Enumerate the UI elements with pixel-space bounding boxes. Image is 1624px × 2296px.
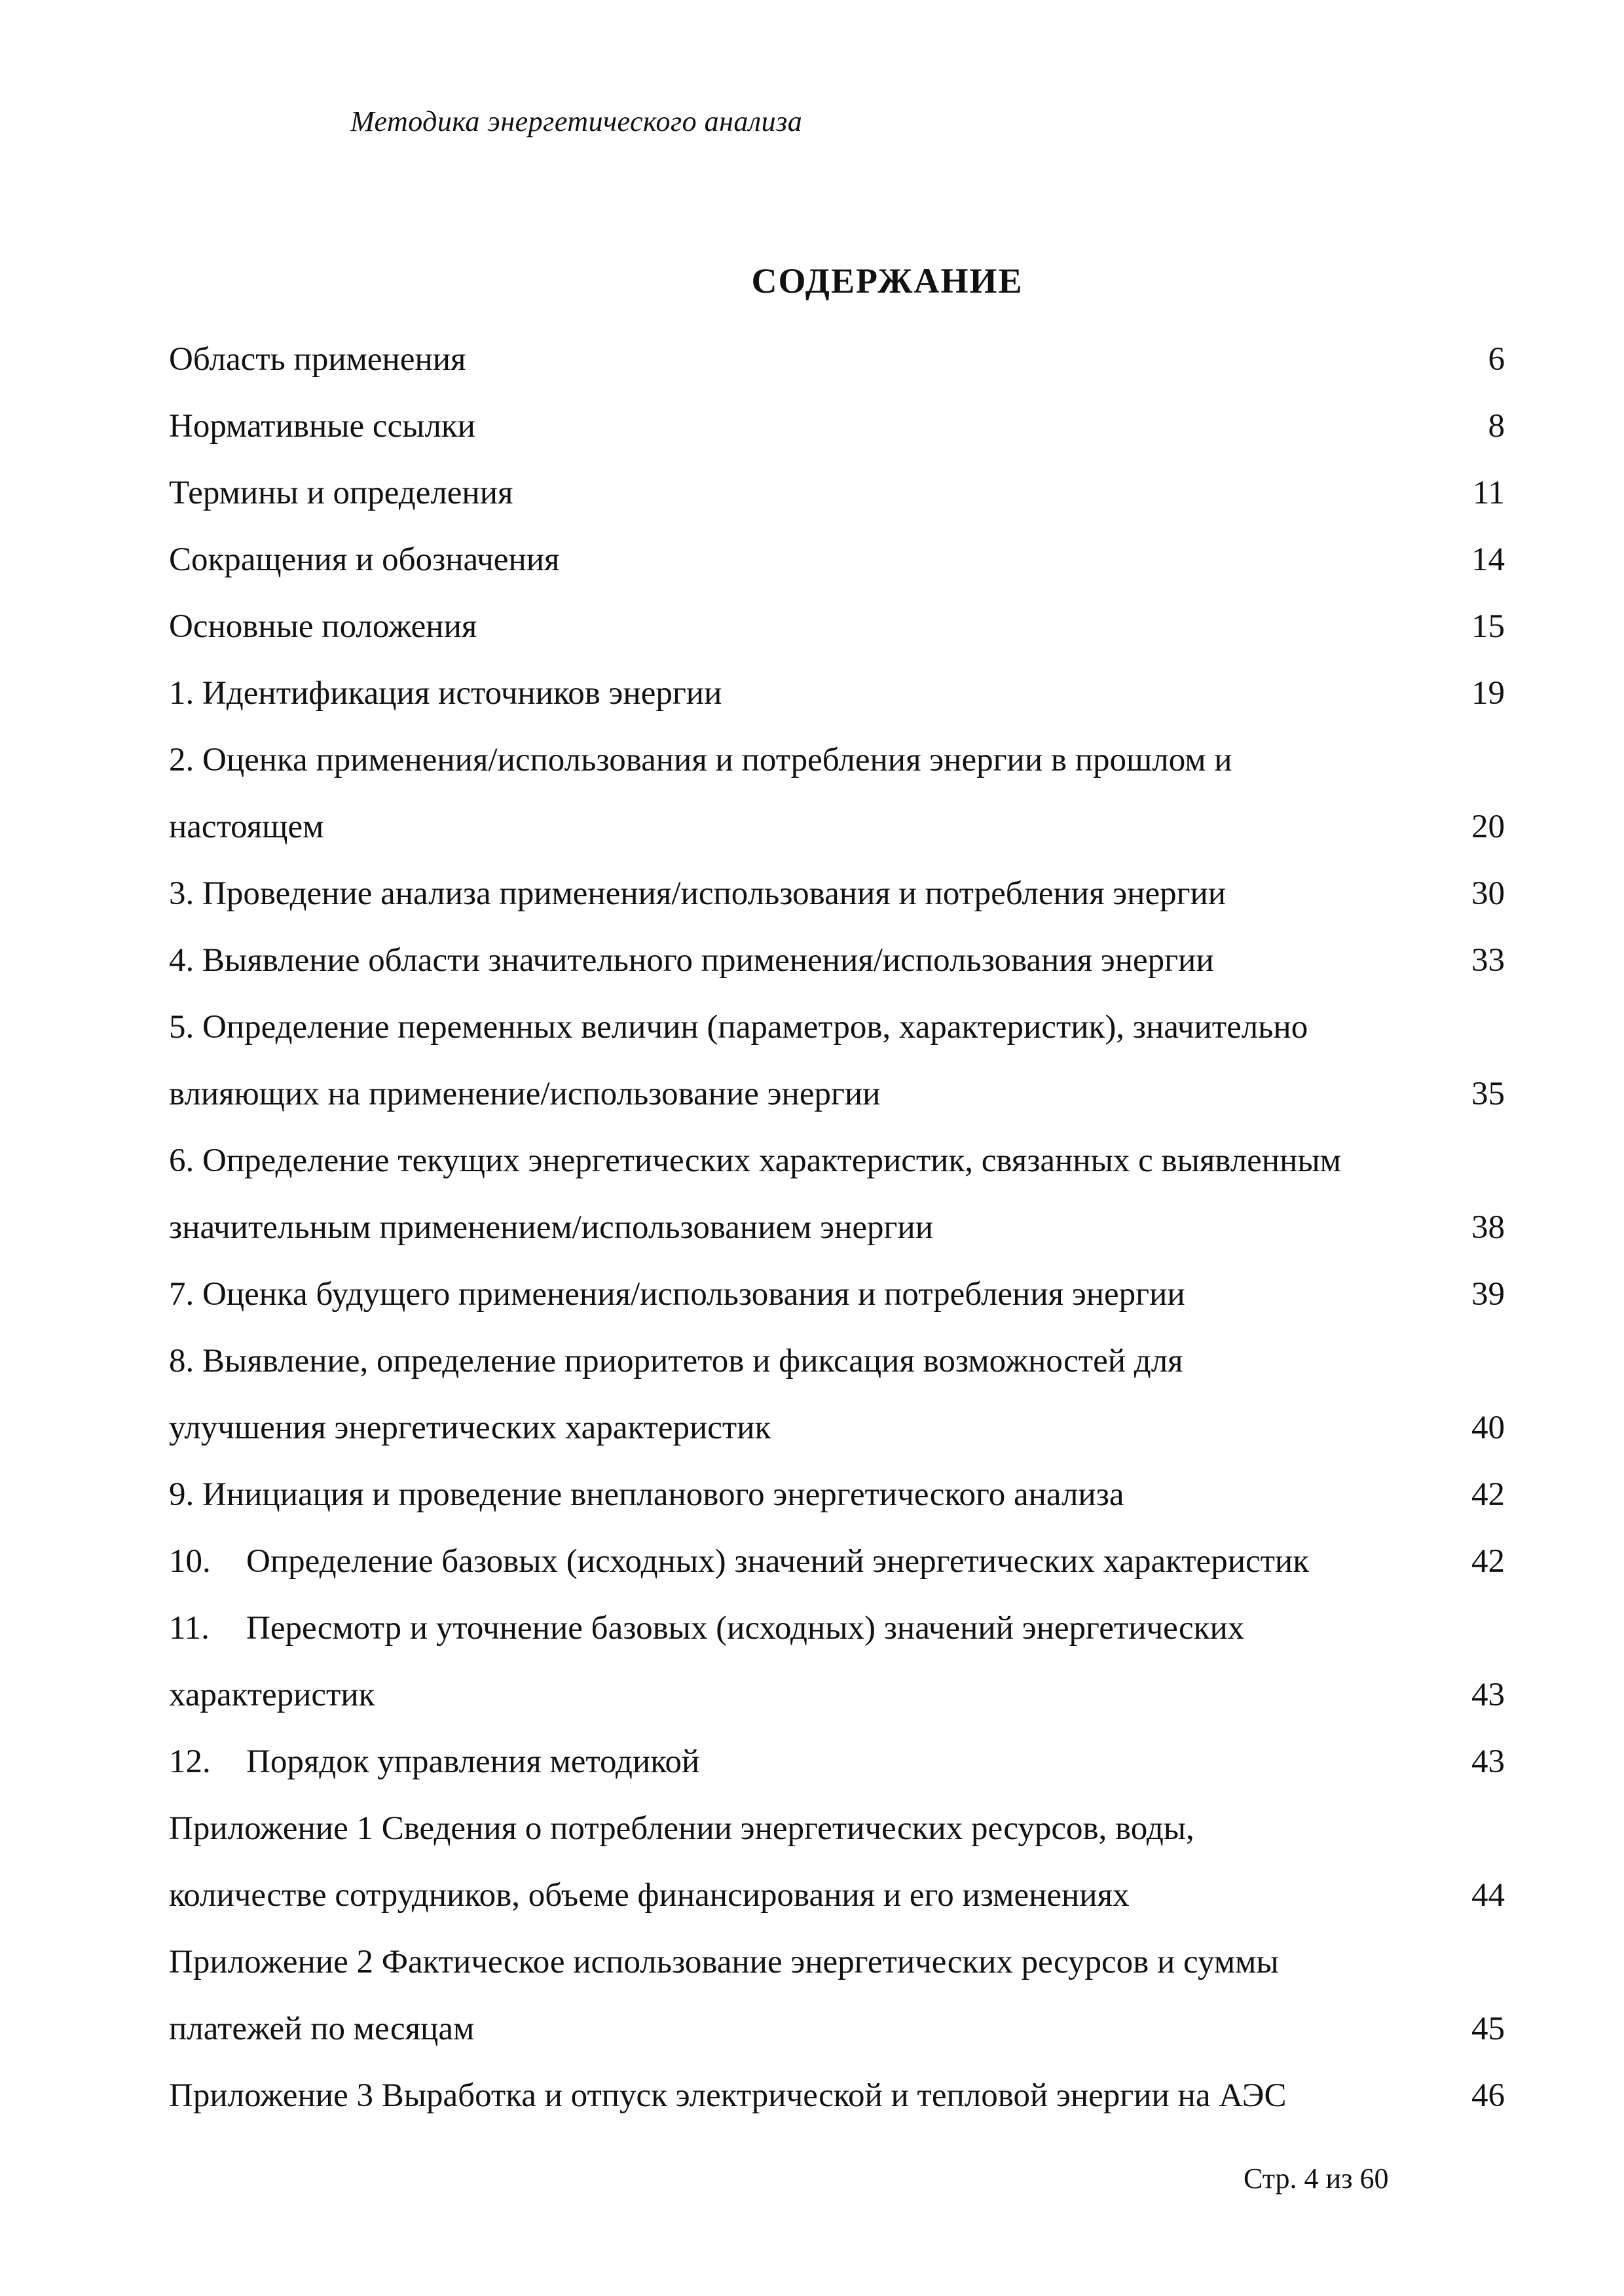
toc-entry[interactable] — [169, 927, 1505, 994]
dot-leader — [515, 465, 1469, 505]
toc-entry[interactable] — [169, 860, 1505, 927]
dot-leader — [479, 598, 1469, 638]
toc-page-number: 38 — [1471, 1209, 1505, 1246]
toc-page-number: 45 — [1471, 2011, 1505, 2047]
toc-entry[interactable] — [169, 660, 1505, 727]
dot-leader — [377, 1667, 1469, 1707]
toc-page-number: 40 — [1471, 1410, 1505, 1446]
running-header: Методика энергетического анализа — [350, 105, 803, 137]
dot-leader — [469, 331, 1486, 371]
toc-entry[interactable] — [169, 1127, 1505, 1261]
toc-entry-title: Нормативные ссылки — [169, 408, 475, 445]
toc-entry[interactable] — [169, 1728, 1505, 1795]
toc-entry[interactable] — [169, 1461, 1505, 1528]
toc-entry[interactable] — [169, 1261, 1505, 1328]
toc-entry-title-continued: улучшения энергетических характеристик — [169, 1410, 771, 1446]
toc-entry-title: 7. Оценка будущего применения/использования и потребления энергии — [169, 1276, 1185, 1313]
dot-leader — [724, 665, 1469, 705]
toc-entry[interactable] — [169, 460, 1505, 526]
dot-leader — [1289, 2068, 1469, 2107]
toc-entry-title: Основные положения — [169, 608, 477, 645]
toc-page-number: 30 — [1471, 875, 1505, 912]
toc-page-number: 11 — [1472, 475, 1505, 511]
dot-leader — [883, 1066, 1469, 1106]
toc-page-number: 14 — [1471, 541, 1505, 578]
toc-entry-title: Приложение 1 Сведения о потреблении энергетических ресурсов, воды, — [169, 1810, 1194, 1847]
toc-page-number: 33 — [1471, 942, 1505, 979]
toc-entry-number: 12. — [169, 1743, 211, 1780]
toc-page-number: 39 — [1471, 1276, 1505, 1313]
dot-leader — [478, 398, 1486, 438]
page-number-footer: Стр. 4 из 60 — [1244, 2162, 1389, 2195]
toc-entry[interactable] — [169, 526, 1505, 593]
dot-leader — [1228, 866, 1469, 905]
toc-entry-title: 4. Выявление области значительного применения/использования энергии — [169, 942, 1214, 979]
toc-entry-title: 9. Инициация и проведение внепланового энергетического анализа — [169, 1476, 1124, 1513]
toc-entry-title: Пересмотр и уточнение базовых (исходных) значений энергетических — [246, 1610, 1245, 1647]
dot-leader — [936, 1199, 1469, 1239]
toc-entry[interactable] — [169, 1595, 1505, 1728]
toc-entry-title: 1. Идентификация источников энергии — [169, 675, 722, 712]
toc-page-number: 15 — [1471, 608, 1505, 645]
toc-entry-title-continued: влияющих на применение/использование энергии — [169, 1076, 881, 1112]
toc-entry-number: 10. — [169, 1543, 211, 1580]
toc-entry-title: Термины и определения — [169, 475, 513, 511]
dot-leader — [1132, 1867, 1469, 1907]
toc-entry-title: Область применения — [169, 341, 466, 378]
toc-entry[interactable] — [169, 1795, 1505, 1929]
dot-leader — [477, 2001, 1469, 2041]
toc-entry-title: 3. Проведение анализа применения/использования и потребления энергии — [169, 875, 1227, 912]
toc-page-number: 43 — [1471, 1677, 1505, 1713]
toc-entry-title: Определение базовых (исходных) значений энергетических характеристик — [246, 1543, 1309, 1580]
dot-leader — [702, 1734, 1469, 1774]
toc-page-number: 42 — [1471, 1543, 1505, 1580]
toc-entry-title-continued: значительным применением/использованием энергии — [169, 1209, 933, 1246]
page-title: СОДЕРЖАНИЕ — [751, 261, 1024, 301]
toc-entry-title: Порядок управления методикой — [246, 1743, 700, 1780]
toc-entry-title-continued: характеристик — [169, 1677, 375, 1713]
toc-entry-title-continued: настоящем — [169, 809, 324, 845]
toc-entry[interactable] — [169, 1929, 1505, 2062]
toc-page-number: 42 — [1471, 1476, 1505, 1513]
toc-entry-title: 6. Определение текущих энергетических характеристик, связанных с выявленным — [169, 1142, 1341, 1179]
toc-page-number: 35 — [1471, 1076, 1505, 1112]
toc-entry-title-continued: количестве сотрудников, объеме финансирования и его изменениях — [169, 1877, 1130, 1914]
toc-entry-number: 11. — [169, 1610, 210, 1647]
toc-entry[interactable] — [169, 393, 1505, 460]
toc-entry[interactable] — [169, 593, 1505, 660]
dot-leader — [773, 1400, 1469, 1440]
toc-entry-title: Приложение 2 Фактическое использование энергетических ресурсов и суммы — [169, 1944, 1279, 1980]
toc-entry[interactable] — [169, 326, 1505, 393]
toc-page-number: 20 — [1471, 809, 1505, 845]
toc-entry[interactable] — [169, 2062, 1505, 2129]
toc-entry-title: 5. Определение переменных величин (параметров, характеристик), значительно — [169, 1009, 1308, 1046]
toc-entry-title: 8. Выявление, определение приоритетов и фиксация возможностей для — [169, 1343, 1183, 1379]
table-of-contents — [169, 326, 1505, 2129]
toc-entry-title-continued: платежей по месяцам — [169, 2011, 475, 2047]
toc-entry-title: Приложение 3 Выработка и отпуск электрической и тепловой энергии на АЭС — [169, 2077, 1287, 2114]
toc-entry-title: 2. Оценка применения/использования и потребления энергии в прошлом и — [169, 742, 1232, 778]
toc-page-number: 43 — [1471, 1743, 1505, 1780]
dot-leader — [1188, 1266, 1469, 1306]
toc-entry[interactable] — [169, 1328, 1505, 1461]
toc-entry[interactable] — [169, 727, 1505, 860]
toc-entry[interactable] — [169, 1528, 1505, 1595]
toc-page-number: 6 — [1488, 341, 1505, 378]
toc-page-number: 44 — [1471, 1877, 1505, 1914]
toc-page-number: 8 — [1488, 408, 1505, 445]
dot-leader — [1217, 932, 1469, 972]
dot-leader — [563, 532, 1469, 572]
dot-leader — [1126, 1467, 1469, 1506]
toc-entry[interactable] — [169, 994, 1505, 1127]
toc-page-number: 19 — [1471, 675, 1505, 712]
toc-entry-title: Сокращения и обозначения — [169, 541, 560, 578]
toc-page-number: 46 — [1471, 2077, 1505, 2114]
dot-leader — [326, 799, 1469, 839]
